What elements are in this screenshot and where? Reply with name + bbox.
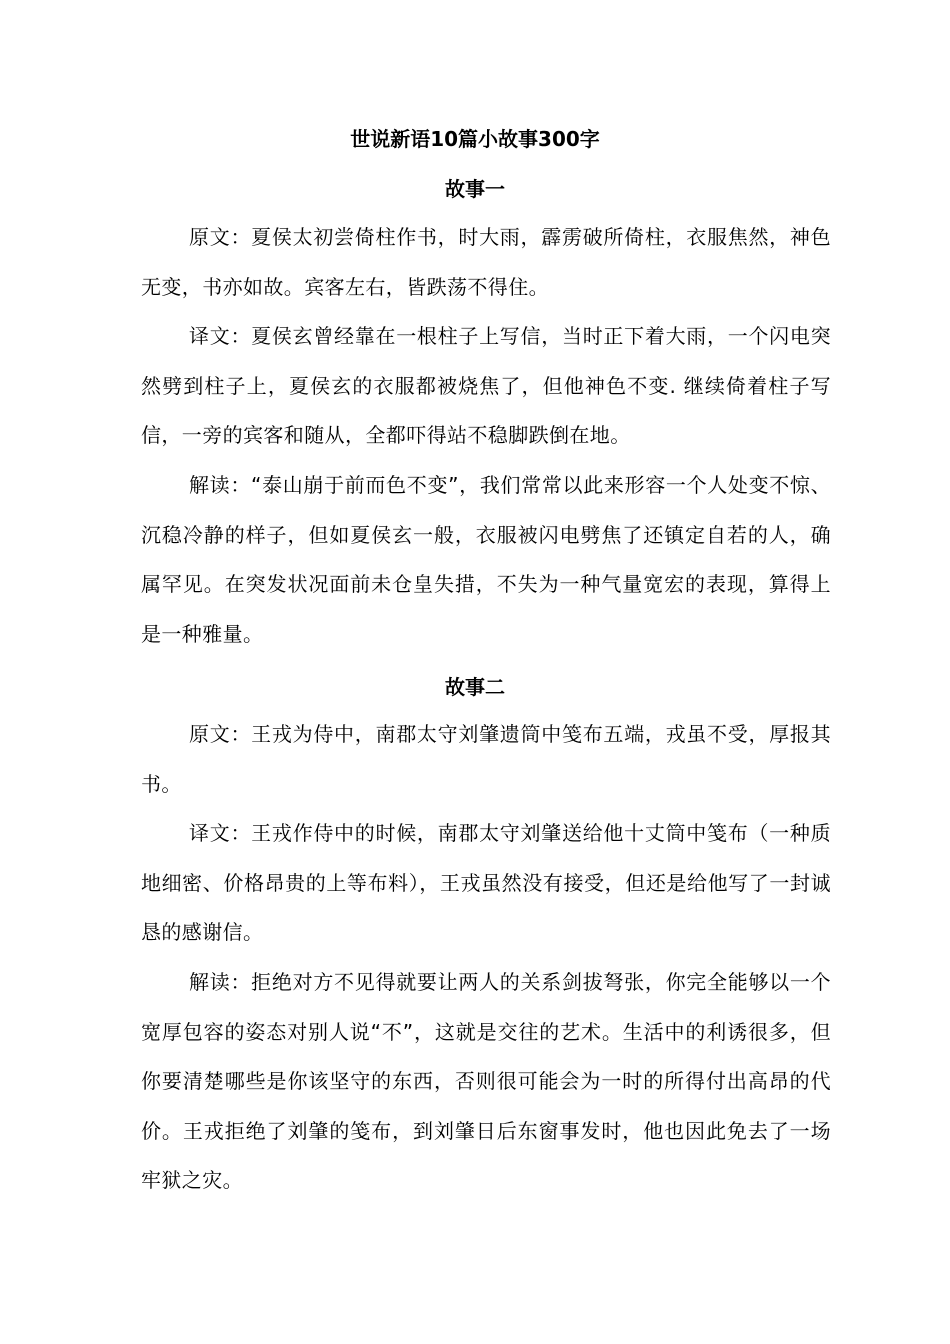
original-label: 原文： (189, 722, 252, 746)
translation-text: 王戎作侍中的时候，南郡太守刘肇送给他十丈筒中笺布（一种质地细密、价格昂贵的上等布料），王戎虽然没有接受，但还是给他写了一封诚恳的感谢信。 (141, 821, 832, 944)
interpretation-label: 解读： (189, 473, 252, 497)
translation-text: 夏侯玄曾经靠在一根柱子上写信，当时正下着大雨，一个闪电突然劈到柱子上，夏侯玄的衣服都被烧焦了，但他神色不变. 继续倚着柱子写信，一旁的宾客和随从，全都吓得站不稳脚跌倒在地。 (141, 324, 832, 447)
story-2-heading: 故事二 (445, 675, 505, 699)
translation-label: 译文： (189, 821, 252, 845)
story-2-interpretation-paragraph (141, 958, 831, 1206)
original-text: 王戎为侍中，南郡太守刘肇遗筒中笺布五端，戎虽不受，厚报其书。 (141, 722, 832, 796)
original-label: 原文： (189, 225, 252, 249)
translation-label: 译文： (189, 324, 252, 348)
story-1-original-paragraph (141, 213, 831, 312)
original-text: 夏侯太初尝倚柱作书，时大雨，霹雳破所倚柱，衣服焦然，神色无变，书亦如故。宾客左右，皆跌荡不得住。 (141, 225, 832, 299)
story-1-heading: 故事一 (445, 177, 505, 201)
interpretation-text: “泰山崩于前而色不变”，我们常常以此来形容一个人处变不惊、沉稳冷静的样子，但如夏侯玄一般，衣服被闪电劈焦了还镇定自若的人，确属罕见。在突发状况面前未仓皇失措，不失为一种气量宽宏的表现，算得上是一种雅量。 (141, 473, 832, 646)
story-2-original-paragraph (141, 710, 831, 809)
interpretation-text: 拒绝对方不见得就要让两人的关系剑拔弩张，你完全能够以一个宽厚包容的姿态对别人说“不”，这就是交往的艺术。生活中的利诱很多，但你要清楚哪些是你该坚守的东西，否则很可能会为一时的所得付出高昂的代价。王戎拒绝了刘肇的笺布，到刘肇日后东窗事发时，他也因此免去了一场牢狱之灾。 (141, 970, 832, 1192)
document-title: 世说新语10篇小故事300字 (350, 127, 600, 151)
story-1-translation-paragraph (141, 312, 831, 461)
story-2-translation-paragraph (141, 809, 831, 958)
interpretation-label: 解读： (189, 970, 252, 994)
story-1-interpretation-paragraph (141, 461, 831, 659)
